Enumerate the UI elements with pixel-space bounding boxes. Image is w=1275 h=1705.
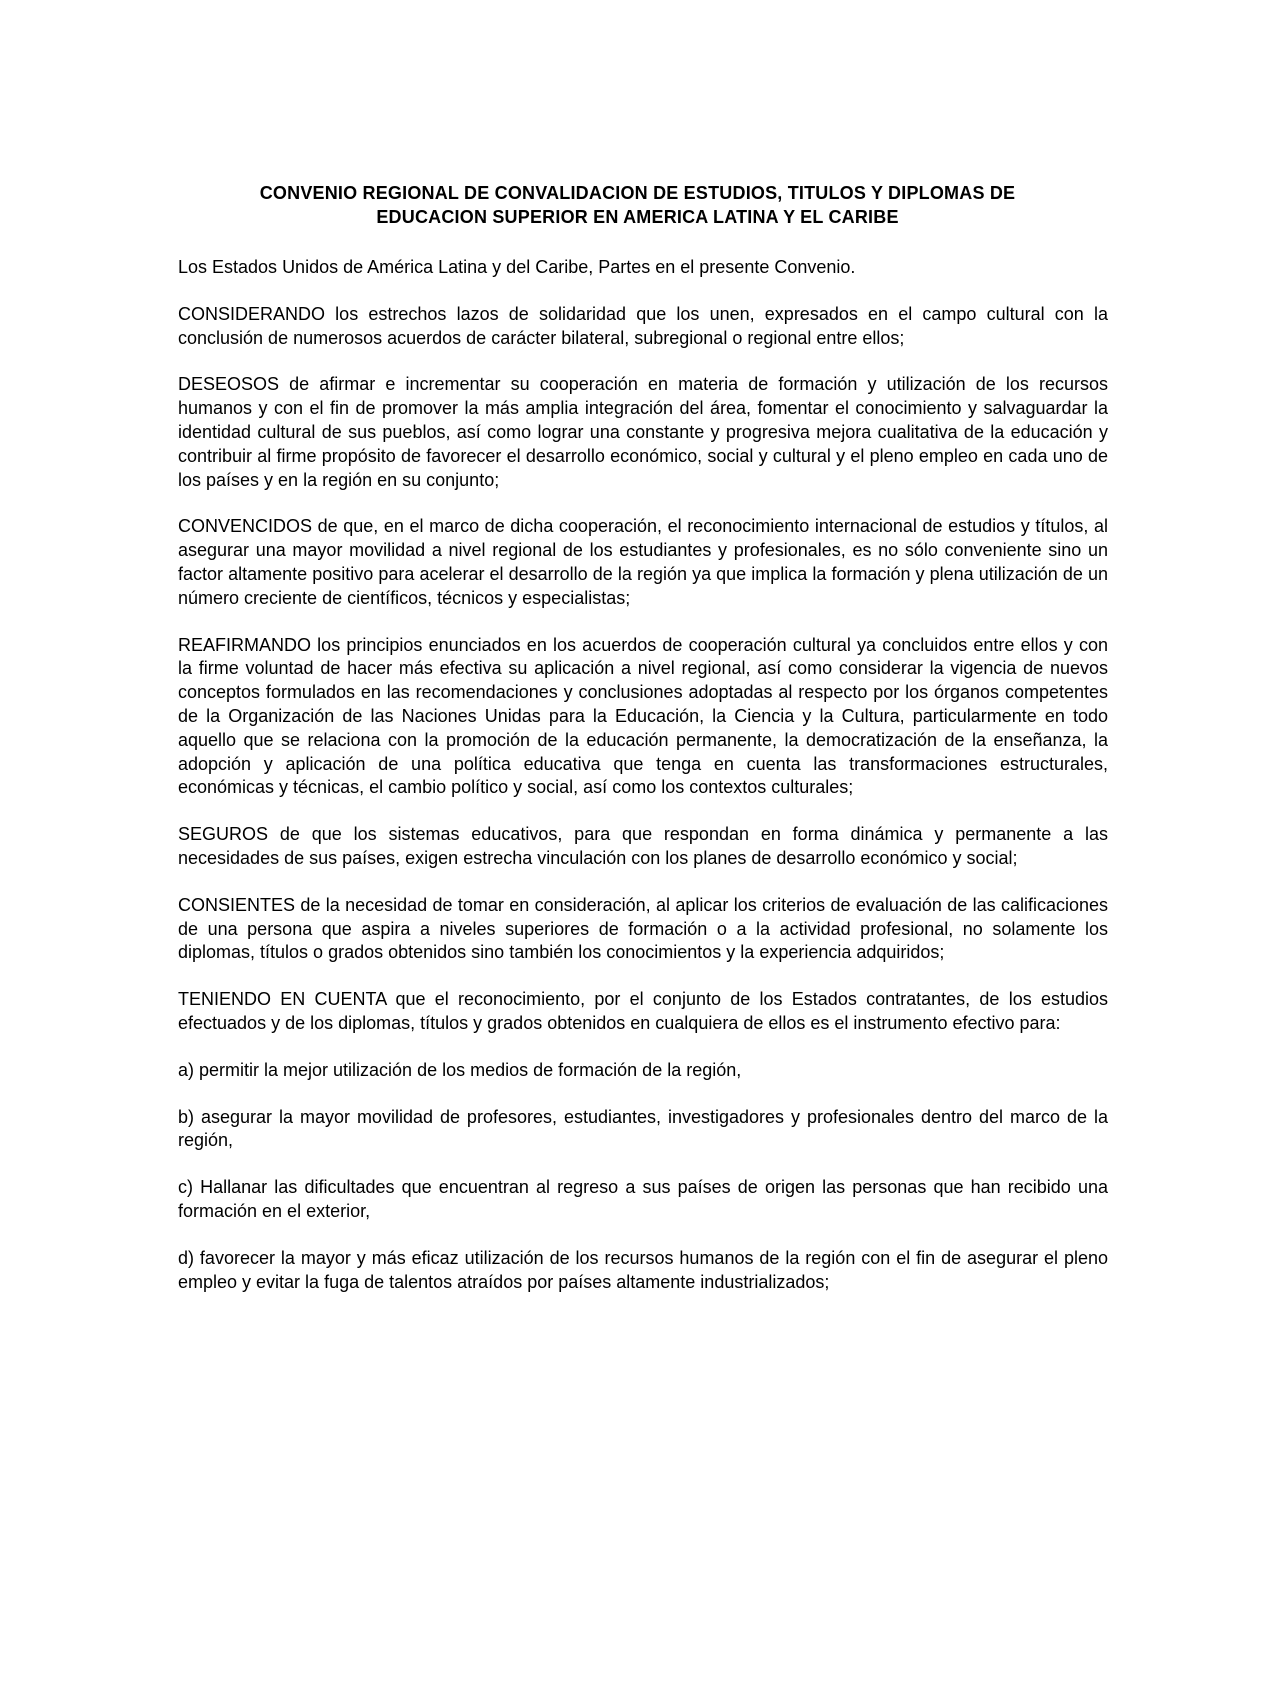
paragraph-deseosos (178, 373, 1108, 492)
paragraph-text: b) asegurar la mayor movilidad de profesores, estudiantes, investigadores y profesionales dentro del marco de la región, (178, 1106, 1108, 1151)
paragraph-convencidos (178, 515, 1108, 610)
paragraph-keyword: TENIENDO EN CUENTA (178, 989, 387, 1010)
document-body (178, 256, 1108, 1317)
paragraph-teniendo-en-cuenta (178, 988, 1108, 1036)
paragraph-keyword: REAFIRMANDO (178, 634, 312, 655)
paragraph-text: Los Estados Unidos de América Latina y del Caribe, Partes en el presente Convenio. (178, 257, 856, 277)
paragraph-intro (178, 256, 1108, 280)
paragraph-keyword: CONSIENTES (178, 894, 296, 915)
paragraph-text: c) Hallanar las dificultades que encuentran al regreso a sus países de origen las personas que han recibido una formación en el exterior, (178, 1177, 1108, 1221)
paragraph-text: los estrechos lazos de solidaridad que los unen, expresados en el campo cultural con la conclusión de numerosos acuerdos de carácter bilateral, subregional o regional entre ellos; (178, 303, 1108, 348)
paragraph-text: d) favorecer la mayor y más eficaz utilización de los recursos humanos de la región con el fin de asegurar el pleno empleo y evitar la fuga de talentos atraídos por países altamente industrializados; (178, 1247, 1108, 1292)
list-item-c (178, 1176, 1108, 1224)
title-line-1: CONVENIO REGIONAL DE CONVALIDACION DE ESTUDIOS, TITULOS Y DIPLOMAS DE (259, 183, 1016, 203)
paragraph-text: que el reconocimiento, por el conjunto de los Estados contratantes, de los estudios efectuados y de los diplomas, títulos y grados obtenidos en cualquiera de ellos es el instrumento efectivo para: (178, 989, 1109, 1033)
paragraph-keyword: CONVENCIDOS (178, 516, 313, 537)
list-item-b (178, 1106, 1108, 1154)
paragraph-keyword: SEGUROS (178, 824, 269, 845)
paragraph-consientes (178, 894, 1108, 965)
paragraph-text: de que, en el marco de dicha cooperación, el reconocimiento internacional de estudios y títulos, al asegurar una mayor movilidad a nivel regional de los estudiantes y profesionales, es no sólo conveniente sino un factor altamente positivo para acelerar el desarrollo de la región ya que implica la formación y plena utilización de un número creciente de científicos, técnicos y especialistas; (178, 516, 1108, 608)
title-line-2: EDUCACION SUPERIOR EN AMERICA LATINA Y EL CARIBE (376, 207, 899, 227)
paragraph-reafirmando (178, 634, 1108, 801)
paragraph-keyword: CONSIDERANDO (178, 303, 326, 324)
paragraph-text: de afirmar e incrementar su cooperación en materia de formación y utilización de los recursos humanos y con el fin de promover la más amplia integración del área, fomentar el conocimiento y salvaguardar la identidad cultural de sus pueblos, así como lograr una constante y progresiva mejora cualitativa de la educación y contribuir al firme propósito de favorecer el desarrollo económico, social y cultural y el pleno empleo en cada uno de los países y en la región en su conjunto; (178, 374, 1108, 490)
paragraph-text: de que los sistemas educativos, para que respondan en forma dinámica y permanente a las necesidades de sus países, exigen estrecha vinculación con los planes de desarrollo económico y social; (178, 824, 1108, 868)
paragraph-considerando (178, 303, 1108, 351)
paragraph-text: de la necesidad de tomar en consideración, al aplicar los criterios de evaluación de las calificaciones de una persona que aspira a niveles superiores de formación o a la actividad profesional, no solamente los diplomas, títulos o grados obtenidos sino también los conocimientos y la experiencia adquiridos; (178, 894, 1108, 963)
list-item-d (178, 1247, 1108, 1295)
document-title (170, 181, 1105, 229)
list-item-a (178, 1059, 1108, 1083)
paragraph-text: los principios enunciados en los acuerdos de cooperación cultural ya concluidos entre ellos y con la firme voluntad de hacer más efectiva su aplicación a nivel regional, así como considerar la vigencia de nuevos conceptos formulados en las recomendaciones y conclusiones adoptadas al respecto por los órganos competentes de la Organización de las Naciones Unidas para la Educación, la Ciencia y la Cultura, particularmente en todo aquello que se relaciona con la promoción de la educación permanente, la democratización de la enseñanza, la adopción y aplicación de una política educativa que tenga en cuenta las transformaciones estructurales, económicas y técnicas, el cambio político y social, así como los contextos culturales; (178, 634, 1108, 798)
paragraph-seguros (178, 823, 1108, 871)
paragraph-keyword: DESEOSOS (178, 374, 280, 395)
paragraph-text: a) permitir la mejor utilización de los medios de formación de la región, (178, 1059, 742, 1080)
